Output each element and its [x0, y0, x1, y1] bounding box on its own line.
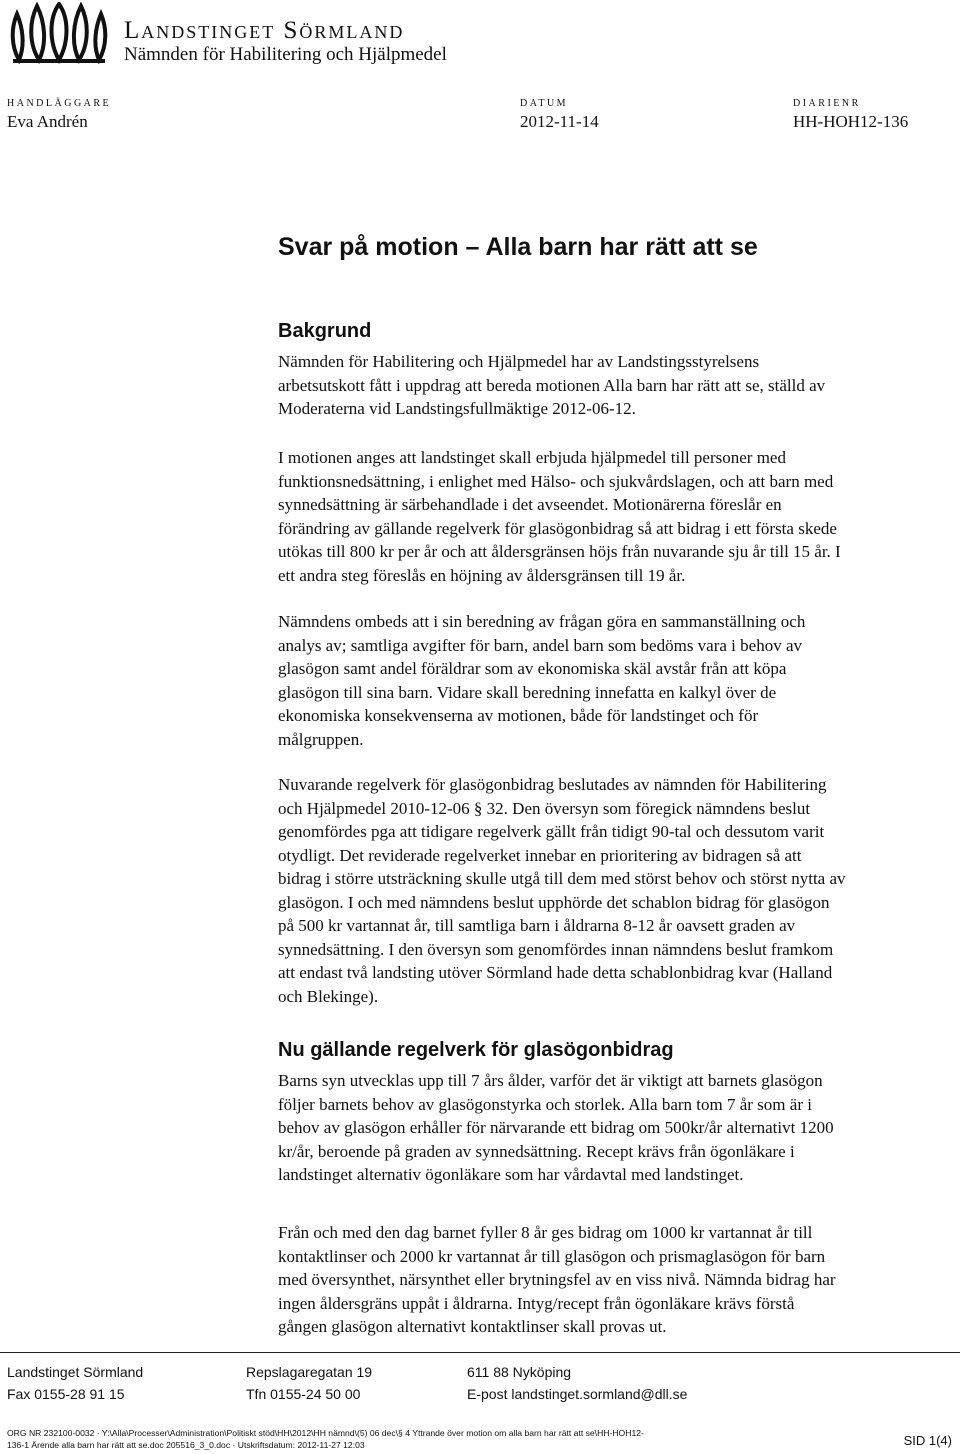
paragraph [278, 773, 960, 1008]
footer-phone: Tfn 0155-24 50 00 [246, 1386, 361, 1402]
page-title: Svar på motion – Alla barn har rätt att se [278, 233, 758, 261]
footer-email: E-post landstinget.sormland@dll.se [467, 1386, 688, 1402]
text-line: glasögon till sina barn. Vidare skall beredning innefatta en kalkyl över de [278, 682, 777, 702]
paragraph [278, 350, 960, 421]
text-line: målgruppen. [278, 729, 364, 749]
footer-fax: Fax 0155-28 91 15 [7, 1386, 125, 1402]
handlaggare-label: HANDLÄGGARE [7, 98, 112, 109]
text-line: synnedsättning. I den översyn som genomfördes innan nämndens beslut framkom [278, 939, 834, 959]
section-heading-regelverk: Nu gällande regelverk för glasögonbidrag [278, 1039, 674, 1061]
text-line: kontaktlinser och 2000 kr vartannat år till glasögon och prismaglasögon för barn [278, 1246, 826, 1266]
paragraph [278, 1221, 960, 1339]
paragraph [278, 446, 960, 587]
text-line: arbetsutskott fått i uppdrag att bereda motionen Alla barn har rätt att se, ställd av [278, 375, 826, 395]
text-line: med översynthet, närsynthet eller brytningsfel av en viss nivå. Nämnda bidrag har [278, 1270, 836, 1289]
text-line: ett andra steg föreslås en höjning av åldersgränsen till 19 år. [278, 565, 686, 585]
handlaggare-value: Eva Andrén [7, 112, 88, 131]
text-line: genomfördes pga att tidigare regelverk gällt från tidigt 90-tal och dessutom varit [278, 822, 825, 841]
text-line: landstinget alternativ ögonläkare som har vårdavtal med landstinget. [278, 1165, 744, 1184]
footer-street: Repslagaregatan 19 [246, 1364, 373, 1380]
text-line: otydligt. Det reviderade regelverket innebar en prioritering av bidragen så att [278, 845, 802, 865]
text-line: att endast två landsting utöver Sörmland hade detta schablonbidrag kvar (Halland [278, 963, 833, 982]
datum-label: DATUM [520, 98, 569, 109]
footer-postal: 611 88 Nyköping [467, 1364, 572, 1380]
paragraph [278, 1069, 960, 1187]
organization-name: Landstinget Sörmland [124, 17, 405, 44]
text-line: förändring av gällande regelverk för glasögonbidrag så att bidrag i ett första skede [278, 518, 837, 538]
text-line: på 500 kr vartannat år, till samtliga barn i åldrarna 8-12 år oavsett graden av [278, 916, 796, 935]
text-line: följer barnets behov av glasögonstyrka och storlek. Alla barn tom 7 år som är i [278, 1094, 812, 1114]
tulip-crown-logo-icon [7, 2, 111, 64]
text-line: glasögon. I och med nämndens beslut upphörde det schablon bidrag för glasögon [278, 892, 830, 912]
text-line: analys av; samtliga avgifter för barn, andel barn som bedöms vara i behov av [278, 635, 802, 655]
text-line: Nämnden för Habilitering och Hjälpmedel har av Landstingsstyrelsens [278, 352, 760, 371]
paragraph [278, 610, 960, 751]
text-line: funktionsnedsättning, i enlighet med Hälso- och sjukvårdslagen, och att barn med [278, 471, 834, 491]
text-line: och Blekinge). [278, 986, 379, 1006]
committee-name: Nämnden för Habilitering och Hjälpmedel [124, 44, 447, 65]
footer-org: Landstinget Sörmland [7, 1364, 144, 1380]
text-line: ingen åldersgräns uppåt i åldrarna. Intyg/recept från ögonläkare krävs förstå [278, 1293, 795, 1313]
text-line: behov av glasögon erhåller för närvarande ett bidrag om 500kr/år alternativt 1200 [278, 1118, 834, 1137]
text-line: utökas till 800 kr per år och att åldersgränsen höjs från nuvarande sju år till 15 år. I [278, 542, 841, 561]
text-line: och Hjälpmedel 2010-12-06 § 32. Den översyn som föregick nämndens beslut [278, 798, 811, 818]
text-line: Barns syn utvecklas upp till 7 års ålder, varför det är viktigt att barnets glasögon [278, 1071, 823, 1090]
section-heading-bakgrund: Bakgrund [278, 320, 372, 342]
text-line: bidrag i större utsträckning skulle utgå till dem med störst behov och störst nytta av [278, 869, 846, 888]
text-line: synnedsättning är särbehandlade i det avseendet. Motionärerna föreslår en [278, 495, 782, 514]
footer-fileinfo: 136-1 Ärende alla barn har rätt att se.doc 205516_3_0.doc · Utskriftsdatum: 2012-11-27 12:03 [7, 1440, 365, 1450]
text-line: I motionen anges att landstinget skall erbjuda hjälpmedel till personer med [278, 448, 786, 467]
page-number: SID 1(4) [903, 1433, 952, 1448]
footer-divider [0, 1352, 960, 1353]
text-line: ekonomiska konsekvenserna av motionen, både för landstinget och för [278, 706, 759, 725]
text-line: kr/år, beroende på graden av synnedsättning. Recept krävs från ögonläkare i [278, 1141, 795, 1161]
text-line: gången glasögon alternativt kontaktlinser skall provas ut. [278, 1317, 667, 1336]
diarienr-label: DIARIENR [793, 98, 861, 109]
text-line: Nämndens ombeds att i sin beredning av frågan göra en sammanställning och [278, 612, 806, 631]
text-line: Moderaterna vid Landstingsfullmäktige 2012-06-12. [278, 399, 636, 418]
text-line: Nuvarande regelverk för glasögonbidrag beslutades av nämnden för Habilitering [278, 775, 827, 794]
text-line: Från och med den dag barnet fyller 8 år ges bidrag om 1000 kr vartannat år till [278, 1223, 813, 1242]
datum-value: 2012-11-14 [520, 112, 599, 131]
diarienr-value: HH-HOH12-136 [793, 112, 909, 131]
text-line: glasögon samt andel föräldrar som av ekonomiska skäl avstår från att köpa [278, 659, 787, 678]
footer-fileinfo: ORG NR 232100-0032 · Y:\Alla\Processer\Administration\Politiskt stöd\HH\2012\HH nämnd\(5) 06 dec\§ 4 Yttrande över motion om alla barn har rätt att se\HH-HOH12- [7, 1428, 644, 1438]
